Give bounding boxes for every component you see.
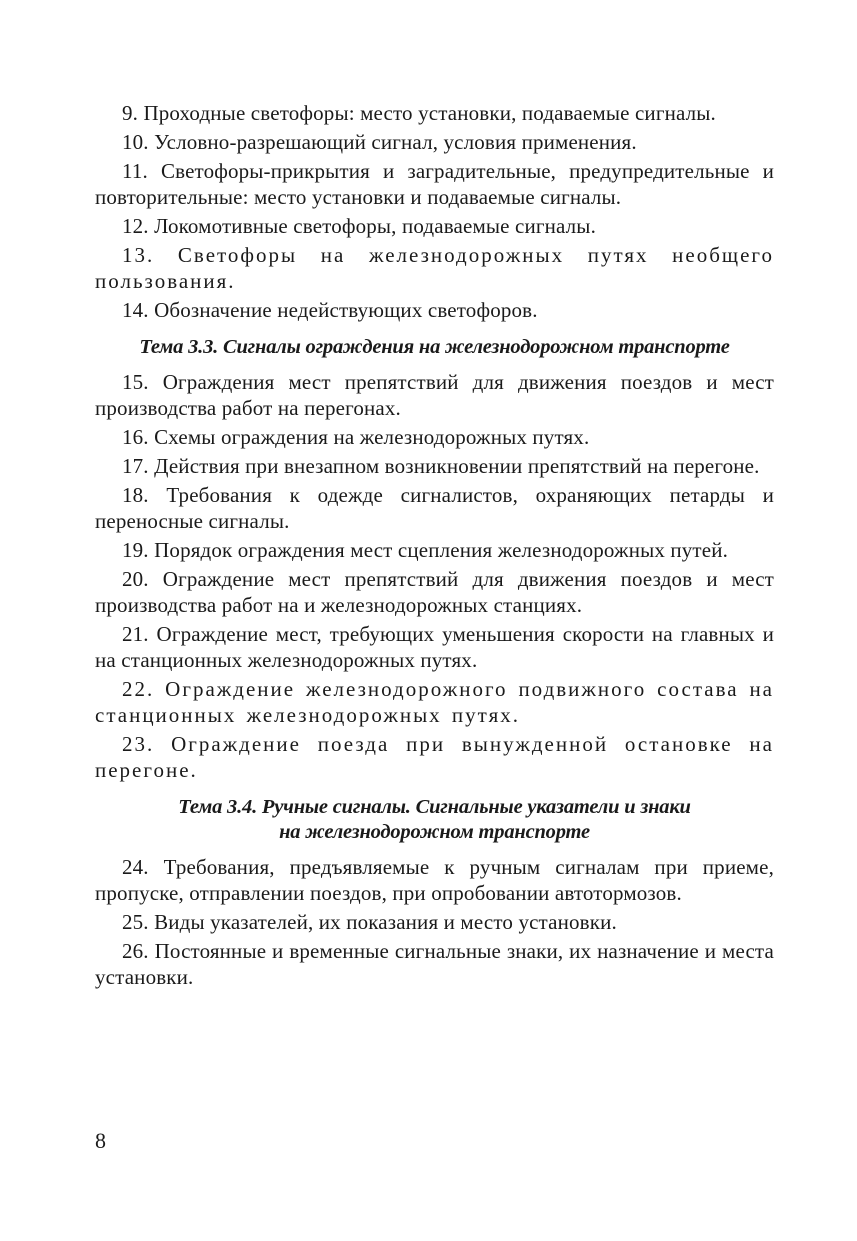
item-text: Ограждения мест препятствий для движения поездов и мест производства работ на перегонах. xyxy=(95,370,774,420)
list-item-11 xyxy=(95,158,774,210)
item-text: Локомотивные светофоры, подаваемые сигналы. xyxy=(154,214,596,238)
item-number: 21. xyxy=(122,622,149,646)
topic-title-line-2: на железнодорожном транспорте xyxy=(279,821,590,843)
item-text: Постоянные и временные сигнальные знаки, их назначение и места установки. xyxy=(95,939,774,989)
topic-title: Тема 3.3. Сигналы ограждения на железнодорожном транспорте xyxy=(139,336,730,358)
item-text: Обозначение недействующих светофоров. xyxy=(154,298,538,322)
item-text: Светофоры на железнодорожных путях необщего пользования. xyxy=(95,243,774,293)
item-text: Ограждение железнодорожного подвижного состава на станционных железнодорожных путях. xyxy=(95,677,775,727)
item-number: 25. xyxy=(122,910,149,934)
list-item-9 xyxy=(95,100,774,126)
item-number: 18. xyxy=(122,483,149,507)
item-number: 17. xyxy=(122,454,149,478)
list-item-23 xyxy=(95,731,774,783)
topic-heading-3-4 xyxy=(95,795,774,845)
item-number: 19. xyxy=(122,538,149,562)
list-item-16 xyxy=(95,424,774,450)
list-item-10 xyxy=(95,129,774,155)
list-item-20 xyxy=(95,566,774,618)
page-number: 8 xyxy=(95,1128,106,1153)
item-text: Ограждение мест препятствий для движения поездов и мест производства работ на и железнодорожных станциях. xyxy=(95,567,774,617)
list-item-22 xyxy=(95,676,774,728)
list-item-13 xyxy=(95,242,774,294)
page-content xyxy=(95,100,774,993)
topic-heading-3-3 xyxy=(95,335,774,360)
item-number: 13. xyxy=(122,243,155,267)
list-item-24 xyxy=(95,854,774,906)
item-text: Условно-разрешающий сигнал, условия применения. xyxy=(154,130,637,154)
item-text: Ограждение мест, требующих уменьшения скорости на главных и на станционных железнодорожных путях. xyxy=(95,622,775,672)
list-item-15 xyxy=(95,369,774,421)
topic-title-line-1: Тема 3.4. Ручные сигналы. Сигнальные указатели и знаки xyxy=(178,796,691,818)
item-number: 26. xyxy=(122,939,149,963)
item-number: 12. xyxy=(122,214,149,238)
item-text: Проходные светофоры: место установки, подаваемые сигналы. xyxy=(143,101,716,125)
item-number: 9. xyxy=(122,101,139,125)
list-item-14 xyxy=(95,297,774,323)
item-text: Схемы ограждения на железнодорожных путях. xyxy=(154,425,590,449)
list-item-18 xyxy=(95,482,774,534)
item-number: 22. xyxy=(122,677,155,701)
item-number: 11. xyxy=(122,159,148,183)
item-number: 14. xyxy=(122,298,149,322)
item-text: Ограждение поезда при вынужденной остановке на перегоне. xyxy=(95,732,774,782)
list-item-21 xyxy=(95,621,774,673)
item-number: 16. xyxy=(122,425,149,449)
item-number: 15. xyxy=(122,370,149,394)
item-text: Требования, предъявляемые к ручным сигналам при приеме, пропуске, отправлении поездов, при опробовании автотормозов. xyxy=(95,855,774,905)
list-item-19 xyxy=(95,537,774,563)
list-item-25 xyxy=(95,909,774,935)
item-text: Светофоры-прикрытия и заградительные, предупредительные и повторительные: место установки и подаваемые сигналы. xyxy=(95,159,774,209)
item-number: 10. xyxy=(122,130,149,154)
item-number: 23. xyxy=(122,732,155,756)
item-text: Виды указателей, их показания и место установки. xyxy=(154,910,617,934)
list-item-26 xyxy=(95,938,774,990)
item-text: Требования к одежде сигналистов, охраняющих петарды и переносные сигналы. xyxy=(95,483,775,533)
list-item-12 xyxy=(95,213,774,239)
list-item-17 xyxy=(95,453,774,479)
item-text: Действия при внезапном возникновении препятствий на перегоне. xyxy=(154,454,760,478)
item-text: Порядок ограждения мест сцепления железнодорожных путей. xyxy=(154,538,729,562)
item-number: 20. xyxy=(122,567,149,591)
item-number: 24. xyxy=(122,855,149,879)
